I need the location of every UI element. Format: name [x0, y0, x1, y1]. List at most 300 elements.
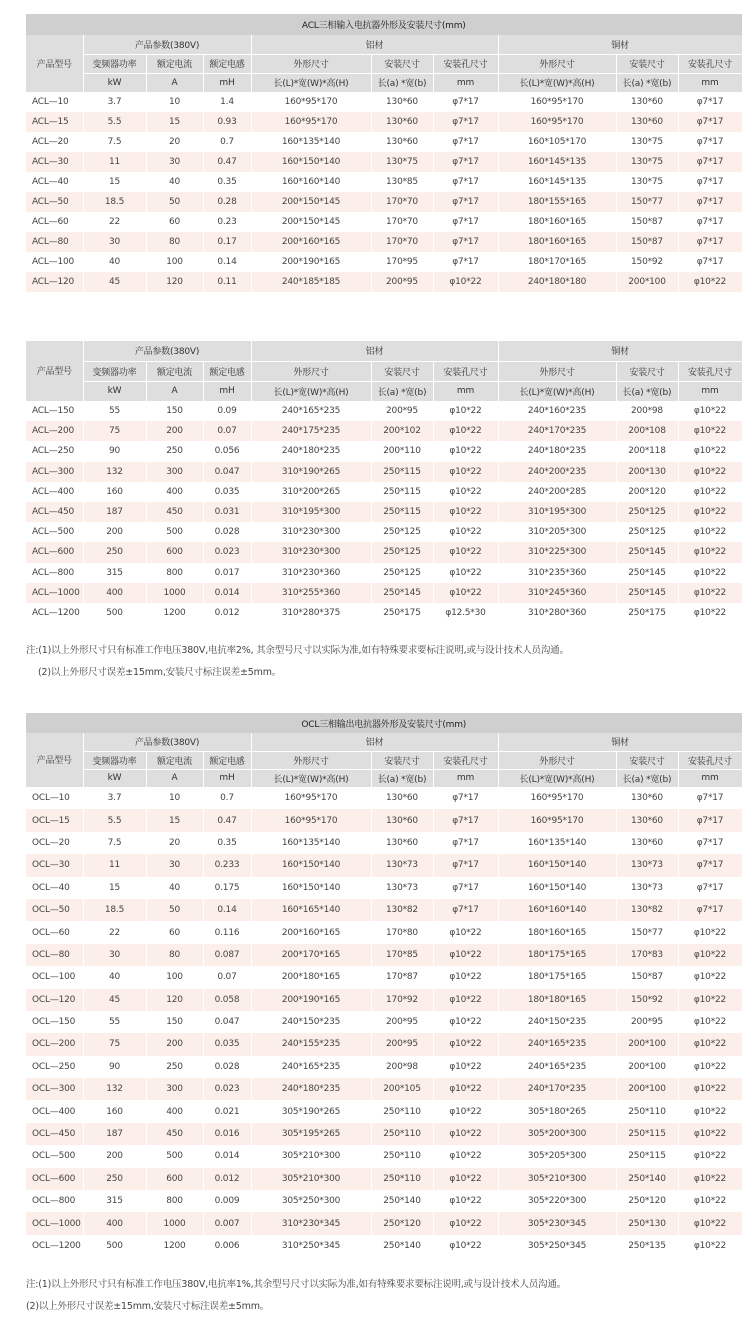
- unit-mounting: 长(a) *宽(b): [371, 381, 433, 401]
- header-hole: 安装孔尺寸: [433, 54, 498, 73]
- table-cell: 0.047: [203, 462, 251, 482]
- table-cell: 18.5: [83, 899, 146, 921]
- table-cell: 200*190*165: [251, 989, 371, 1011]
- table-cell: 160*105*170: [498, 132, 616, 152]
- table-row: [26, 441, 742, 461]
- table-cell: 250*145: [616, 542, 678, 562]
- table-cell: 130*60: [371, 787, 433, 809]
- table-cell: 15: [83, 172, 146, 192]
- table-cell: 50: [146, 899, 203, 921]
- header-hole: 安装孔尺寸: [678, 361, 742, 381]
- table-cell: 310*250*345: [251, 1235, 371, 1257]
- table-cell: φ10*22: [433, 1011, 498, 1033]
- table-cell: 50: [146, 192, 203, 212]
- table-cell: 170*80: [371, 921, 433, 943]
- table-cell: 200*98: [371, 1056, 433, 1078]
- table-cell: 305*230*345: [498, 1212, 616, 1234]
- table-row: [26, 1190, 742, 1212]
- table-cell: 40: [83, 966, 146, 988]
- table-cell: 1200: [146, 603, 203, 623]
- header-current: 额定电流: [146, 361, 203, 381]
- header-power: 变频器功率: [83, 361, 146, 381]
- header-copper: 铜材: [498, 733, 742, 751]
- table-cell: 170*83: [616, 944, 678, 966]
- table-cell: 250*145: [616, 563, 678, 583]
- table-cell: 150*87: [616, 966, 678, 988]
- table-cell: φ10*22: [433, 441, 498, 461]
- table-row: [26, 787, 742, 809]
- table-cell: 305*180*265: [498, 1100, 616, 1122]
- table-cell: 305*200*300: [498, 1123, 616, 1145]
- table-cell: 45: [83, 272, 146, 292]
- table-cell: φ7*17: [678, 112, 742, 132]
- table-cell: 160*150*140: [498, 877, 616, 899]
- header-mounting: 安装尺寸: [371, 361, 433, 381]
- table-cell: φ10*22: [433, 1145, 498, 1167]
- table-cell: φ7*17: [433, 132, 498, 152]
- table-cell: 200*102: [371, 421, 433, 441]
- unit-hole: mm: [433, 73, 498, 92]
- unit-power: kW: [83, 381, 146, 401]
- table-cell: 0.47: [203, 152, 251, 172]
- table-cell: 310*230*345: [251, 1212, 371, 1234]
- table-cell: 0.016: [203, 1123, 251, 1145]
- table-cell: 250*110: [371, 1123, 433, 1145]
- table-cell: 200*108: [616, 421, 678, 441]
- table-cell: 450: [146, 502, 203, 522]
- table-cell: 160*95*170: [498, 787, 616, 809]
- table-cell: 0.021: [203, 1100, 251, 1122]
- table-cell: 315: [83, 1190, 146, 1212]
- table-cell: 310*230*300: [251, 522, 371, 542]
- table-cell: 0.007: [203, 1212, 251, 1234]
- table-cell: φ7*17: [678, 787, 742, 809]
- table-row: [26, 899, 742, 921]
- unit-dimensions: 长(L)*宽(W)*高(H): [498, 769, 616, 787]
- unit-mounting: 长(a) *宽(b): [371, 73, 433, 92]
- table-cell: ACL—80: [26, 232, 83, 252]
- table-cell: φ7*17: [433, 252, 498, 272]
- table-cell: ACL—15: [26, 112, 83, 132]
- table-cell: φ10*22: [678, 583, 742, 603]
- table-cell: 400: [83, 583, 146, 603]
- table-cell: φ7*17: [433, 192, 498, 212]
- table-cell: 0.028: [203, 522, 251, 542]
- table-cell: 200*180*165: [251, 966, 371, 988]
- table-cell: ACL—450: [26, 502, 83, 522]
- table-cell: φ10*22: [678, 1168, 742, 1190]
- table-cell: 180*175*165: [498, 966, 616, 988]
- header-hole: 安装孔尺寸: [678, 751, 742, 769]
- table-cell: 240*200*285: [498, 482, 616, 502]
- table-cell: 130*73: [371, 854, 433, 876]
- table-cell: 0.047: [203, 1011, 251, 1033]
- header-params: 产品参数(380V): [83, 35, 251, 54]
- header-model: 产品型号: [26, 341, 83, 401]
- table-cell: 250*115: [371, 502, 433, 522]
- table-cell: ACL—200: [26, 421, 83, 441]
- table-row: [26, 462, 742, 482]
- table-cell: 130*75: [616, 172, 678, 192]
- table-cell: 160*165*140: [251, 899, 371, 921]
- header-mounting: 安装尺寸: [371, 54, 433, 73]
- table-cell: 450: [146, 1123, 203, 1145]
- table-cell: 0.47: [203, 809, 251, 831]
- table-cell: 160*95*170: [251, 787, 371, 809]
- table-cell: 310*225*300: [498, 542, 616, 562]
- table-cell: φ7*17: [433, 832, 498, 854]
- table-cell: 30: [146, 854, 203, 876]
- header-hole: 安装孔尺寸: [433, 751, 498, 769]
- table-cell: 240*170*235: [498, 1078, 616, 1100]
- table-cell: 305*210*300: [251, 1168, 371, 1190]
- table-cell: 200*118: [616, 441, 678, 461]
- header-power: 变频器功率: [83, 751, 146, 769]
- acl-input-reactor-table-1: [26, 14, 743, 292]
- table-cell: 250*125: [371, 522, 433, 542]
- table-cell: φ10*22: [433, 502, 498, 522]
- table-cell: 400: [83, 1212, 146, 1234]
- table-cell: 130*60: [371, 809, 433, 831]
- table-row: [26, 1011, 742, 1033]
- table-cell: φ10*22: [433, 1190, 498, 1212]
- table-cell: φ10*22: [678, 1145, 742, 1167]
- table-cell: 170*95: [371, 252, 433, 272]
- table-cell: φ10*22: [433, 1212, 498, 1234]
- table-cell: 40: [146, 877, 203, 899]
- table-cell: 0.7: [203, 787, 251, 809]
- table-cell: 0.028: [203, 1056, 251, 1078]
- table-cell: 0.7: [203, 132, 251, 152]
- table-cell: 250*115: [616, 1145, 678, 1167]
- table-cell: 0.056: [203, 441, 251, 461]
- table-cell: 90: [83, 441, 146, 461]
- table-row: [26, 272, 742, 292]
- table-cell: 300: [146, 462, 203, 482]
- table-cell: OCL—20: [26, 832, 83, 854]
- table-cell: 160*95*170: [498, 92, 616, 112]
- table-cell: φ10*22: [678, 921, 742, 943]
- table-cell: 250*145: [371, 583, 433, 603]
- table-row: [26, 966, 742, 988]
- table-cell: 310*190*265: [251, 462, 371, 482]
- table-cell: 130*85: [371, 172, 433, 192]
- table-cell: φ10*22: [678, 603, 742, 623]
- table-cell: 250*120: [616, 1190, 678, 1212]
- table-cell: 22: [83, 212, 146, 232]
- table-cell: 250*145: [616, 583, 678, 603]
- table-cell: 200: [146, 421, 203, 441]
- table-cell: OCL—50: [26, 899, 83, 921]
- unit-hole: mm: [678, 73, 742, 92]
- table-cell: 310*195*300: [251, 502, 371, 522]
- table-cell: 250: [83, 542, 146, 562]
- table-cell: 240*165*235: [498, 1033, 616, 1055]
- table-cell: 0.07: [203, 966, 251, 988]
- table-cell: 200*95: [616, 1011, 678, 1033]
- table-row: [26, 832, 742, 854]
- table-cell: 200*190*165: [251, 252, 371, 272]
- table-cell: 800: [146, 563, 203, 583]
- table-cell: 240*160*235: [498, 401, 616, 421]
- table-cell: 160*135*140: [251, 832, 371, 854]
- table-cell: 0.14: [203, 899, 251, 921]
- header-dimensions: 外形尺寸: [251, 751, 371, 769]
- table-cell: 75: [83, 1033, 146, 1055]
- table-cell: φ12.5*30: [433, 603, 498, 623]
- table-cell: 130*73: [616, 854, 678, 876]
- table-cell: 130*60: [371, 112, 433, 132]
- table-cell: 200*105: [371, 1078, 433, 1100]
- table-cell: 0.087: [203, 944, 251, 966]
- table-cell: 1.4: [203, 92, 251, 112]
- header-inductance: 额定电感: [203, 361, 251, 381]
- table-cell: 30: [83, 944, 146, 966]
- table-cell: 400: [146, 482, 203, 502]
- table-row: [26, 944, 742, 966]
- table-row: [26, 809, 742, 831]
- table-cell: 0.17: [203, 232, 251, 252]
- unit-hole: mm: [433, 381, 498, 401]
- table-cell: φ7*17: [433, 212, 498, 232]
- table-cell: 250*125: [616, 502, 678, 522]
- table-row: [26, 192, 742, 212]
- table-cell: ACL—500: [26, 522, 83, 542]
- table-cell: φ10*22: [678, 542, 742, 562]
- table-cell: 0.14: [203, 252, 251, 272]
- table-cell: 55: [83, 401, 146, 421]
- unit-mounting: 长(a) *宽(b): [616, 381, 678, 401]
- table-title: ACL三相输入电抗器外形及安装尺寸(mm): [26, 14, 742, 35]
- header-copper: 铜材: [498, 35, 742, 54]
- table-cell: 160*95*170: [251, 92, 371, 112]
- table-cell: OCL—60: [26, 921, 83, 943]
- table-cell: φ10*22: [678, 272, 742, 292]
- table-cell: OCL—30: [26, 854, 83, 876]
- table-cell: 240*150*235: [498, 1011, 616, 1033]
- note-line-1: 注:(1)以上外形尺寸只有标准工作电压380V,电抗率2%, 其余型号尺寸以实际为准,如有特殊要求要标注说明,或与设计技术人员沟通。: [26, 645, 569, 656]
- table-cell: 800: [146, 1190, 203, 1212]
- table-cell: 0.031: [203, 502, 251, 522]
- table-cell: φ10*22: [433, 401, 498, 421]
- table-cell: 100: [146, 252, 203, 272]
- table-cell: 150*87: [616, 232, 678, 252]
- table-cell: 160*150*140: [498, 854, 616, 876]
- table-cell: 170*87: [371, 966, 433, 988]
- table-cell: 310*195*300: [498, 502, 616, 522]
- table-cell: 200*130: [616, 462, 678, 482]
- table-cell: 500: [146, 522, 203, 542]
- table-cell: 180*160*165: [498, 212, 616, 232]
- table-cell: OCL—150: [26, 1011, 83, 1033]
- table-cell: 180*170*165: [498, 252, 616, 272]
- table-cell: 250*110: [371, 1100, 433, 1122]
- table-row: [26, 421, 742, 441]
- table-cell: 22: [83, 921, 146, 943]
- table-cell: 250: [146, 1056, 203, 1078]
- table-cell: φ7*17: [433, 809, 498, 831]
- unit-dimensions: 长(L)*宽(W)*高(H): [251, 381, 371, 401]
- table-cell: 160*145*135: [498, 172, 616, 192]
- table-cell: φ7*17: [678, 232, 742, 252]
- table-cell: 170*70: [371, 212, 433, 232]
- table-cell: 310*280*375: [251, 603, 371, 623]
- header-inductance: 额定电感: [203, 54, 251, 73]
- table-cell: 305*250*300: [251, 1190, 371, 1212]
- table-cell: 240*170*235: [498, 421, 616, 441]
- table-cell: 160: [83, 482, 146, 502]
- table-cell: 240*165*235: [251, 401, 371, 421]
- header-dimensions: 外形尺寸: [498, 361, 616, 381]
- unit-mounting: 长(a) *宽(b): [371, 769, 433, 787]
- header-hole: 安装孔尺寸: [433, 361, 498, 381]
- table-cell: φ10*22: [433, 921, 498, 943]
- table-cell: φ10*22: [678, 1033, 742, 1055]
- header-aluminum: 铝材: [251, 733, 498, 751]
- table-cell: φ10*22: [678, 1235, 742, 1257]
- table-cell: 15: [146, 112, 203, 132]
- table-cell: 0.012: [203, 1168, 251, 1190]
- table-row: [26, 563, 742, 583]
- table-cell: 310*200*265: [251, 482, 371, 502]
- table-cell: φ10*22: [678, 462, 742, 482]
- table-cell: 180*160*165: [498, 921, 616, 943]
- table-cell: ACL—300: [26, 462, 83, 482]
- table-cell: 240*180*180: [498, 272, 616, 292]
- table-cell: 170*70: [371, 232, 433, 252]
- table-cell: φ10*22: [433, 989, 498, 1011]
- table-cell: 150*92: [616, 252, 678, 272]
- unit-mounting: 长(a) *宽(b): [616, 73, 678, 92]
- header-dimensions: 外形尺寸: [251, 361, 371, 381]
- table-cell: φ10*22: [433, 966, 498, 988]
- table-cell: φ7*17: [433, 854, 498, 876]
- table-cell: 0.006: [203, 1235, 251, 1257]
- table-cell: 200*110: [371, 441, 433, 461]
- table-cell: 0.93: [203, 112, 251, 132]
- table-row: [26, 1123, 742, 1145]
- table-cell: 150*77: [616, 921, 678, 943]
- table-cell: 180*160*165: [498, 232, 616, 252]
- header-aluminum: 铝材: [251, 341, 498, 361]
- table-cell: 160*150*140: [251, 152, 371, 172]
- table-cell: 240*165*235: [498, 1056, 616, 1078]
- table-cell: 5.5: [83, 112, 146, 132]
- table-cell: φ10*22: [678, 1123, 742, 1145]
- table-cell: 240*165*235: [251, 1056, 371, 1078]
- table-cell: φ10*22: [678, 1100, 742, 1122]
- table-cell: 400: [146, 1100, 203, 1122]
- table-cell: φ10*22: [678, 966, 742, 988]
- table-cell: 30: [146, 152, 203, 172]
- table-cell: 130*60: [616, 809, 678, 831]
- table-cell: 130*60: [371, 132, 433, 152]
- table-cell: 240*180*235: [498, 441, 616, 461]
- table-cell: 200*100: [616, 1078, 678, 1100]
- table-cell: 305*195*265: [251, 1123, 371, 1145]
- table-cell: 80: [146, 944, 203, 966]
- table-cell: 250*130: [616, 1212, 678, 1234]
- table-cell: OCL—120: [26, 989, 83, 1011]
- table-cell: 240*155*235: [251, 1033, 371, 1055]
- table-cell: 240*200*235: [498, 462, 616, 482]
- table-cell: 1000: [146, 583, 203, 603]
- table-cell: 0.012: [203, 603, 251, 623]
- header-copper: 铜材: [498, 341, 742, 361]
- table-cell: ACL—30: [26, 152, 83, 172]
- table-cell: ACL—250: [26, 441, 83, 461]
- table-cell: φ10*22: [433, 482, 498, 502]
- table-cell: 200*95: [371, 1011, 433, 1033]
- table-cell: OCL—80: [26, 944, 83, 966]
- table-cell: 30: [83, 232, 146, 252]
- table-cell: φ10*22: [433, 944, 498, 966]
- unit-mounting: 长(a) *宽(b): [616, 769, 678, 787]
- table-cell: OCL—300: [26, 1078, 83, 1100]
- table-cell: 250*175: [371, 603, 433, 623]
- unit-inductance: mH: [203, 73, 251, 92]
- table-cell: 170*92: [371, 989, 433, 1011]
- table-cell: φ10*22: [678, 563, 742, 583]
- header-mounting: 安装尺寸: [616, 751, 678, 769]
- table-cell: φ10*22: [678, 1212, 742, 1234]
- table-cell: 250*175: [616, 603, 678, 623]
- header-dimensions: 外形尺寸: [498, 54, 616, 73]
- table-cell: φ10*22: [433, 272, 498, 292]
- table-cell: φ10*22: [678, 1056, 742, 1078]
- unit-current: A: [146, 769, 203, 787]
- table-cell: φ7*17: [433, 112, 498, 132]
- table-cell: 160*145*135: [498, 152, 616, 172]
- header-dimensions: 外形尺寸: [498, 751, 616, 769]
- table-cell: 305*210*300: [498, 1168, 616, 1190]
- table-cell: OCL—1200: [26, 1235, 83, 1257]
- note-line-1: 注:(1)以上外形尺寸只有标准工作电压380V,电抗率1%,其余型号尺寸以实际为准,如有特殊要求要标注说明,或与设计技术人员沟通。: [26, 1279, 566, 1290]
- table-row: [26, 401, 742, 421]
- table-cell: 250*110: [371, 1168, 433, 1190]
- table-cell: 600: [146, 542, 203, 562]
- note-line-2: (2)以上外形尺寸误差±15mm,安装尺寸标注误差±5mm。: [26, 1301, 270, 1312]
- header-current: 额定电流: [146, 751, 203, 769]
- table-row: [26, 1056, 742, 1078]
- table-cell: 310*235*360: [498, 563, 616, 583]
- table-cell: φ10*22: [433, 522, 498, 542]
- table-cell: 200*120: [616, 482, 678, 502]
- table-cell: 0.116: [203, 921, 251, 943]
- unit-power: kW: [83, 769, 146, 787]
- table-cell: 305*250*345: [498, 1235, 616, 1257]
- table-cell: 5.5: [83, 809, 146, 831]
- table-cell: OCL—100: [26, 966, 83, 988]
- header-inductance: 额定电感: [203, 751, 251, 769]
- table-cell: 45: [83, 989, 146, 1011]
- table-cell: φ10*22: [433, 1235, 498, 1257]
- ocl-output-reactor-table: [26, 713, 743, 1257]
- table-cell: 130*75: [616, 152, 678, 172]
- table-cell: 60: [146, 212, 203, 232]
- table-cell: 100: [146, 966, 203, 988]
- table-cell: φ10*22: [678, 944, 742, 966]
- table-cell: φ7*17: [433, 899, 498, 921]
- table-cell: 130*60: [616, 832, 678, 854]
- table-cell: 200*160*165: [251, 232, 371, 252]
- table-cell: ACL—1200: [26, 603, 83, 623]
- table-cell: 160*95*170: [251, 112, 371, 132]
- table-cell: 150: [146, 401, 203, 421]
- table-cell: 180*180*165: [498, 989, 616, 1011]
- table-cell: φ7*17: [678, 152, 742, 172]
- table-cell: 200: [83, 1145, 146, 1167]
